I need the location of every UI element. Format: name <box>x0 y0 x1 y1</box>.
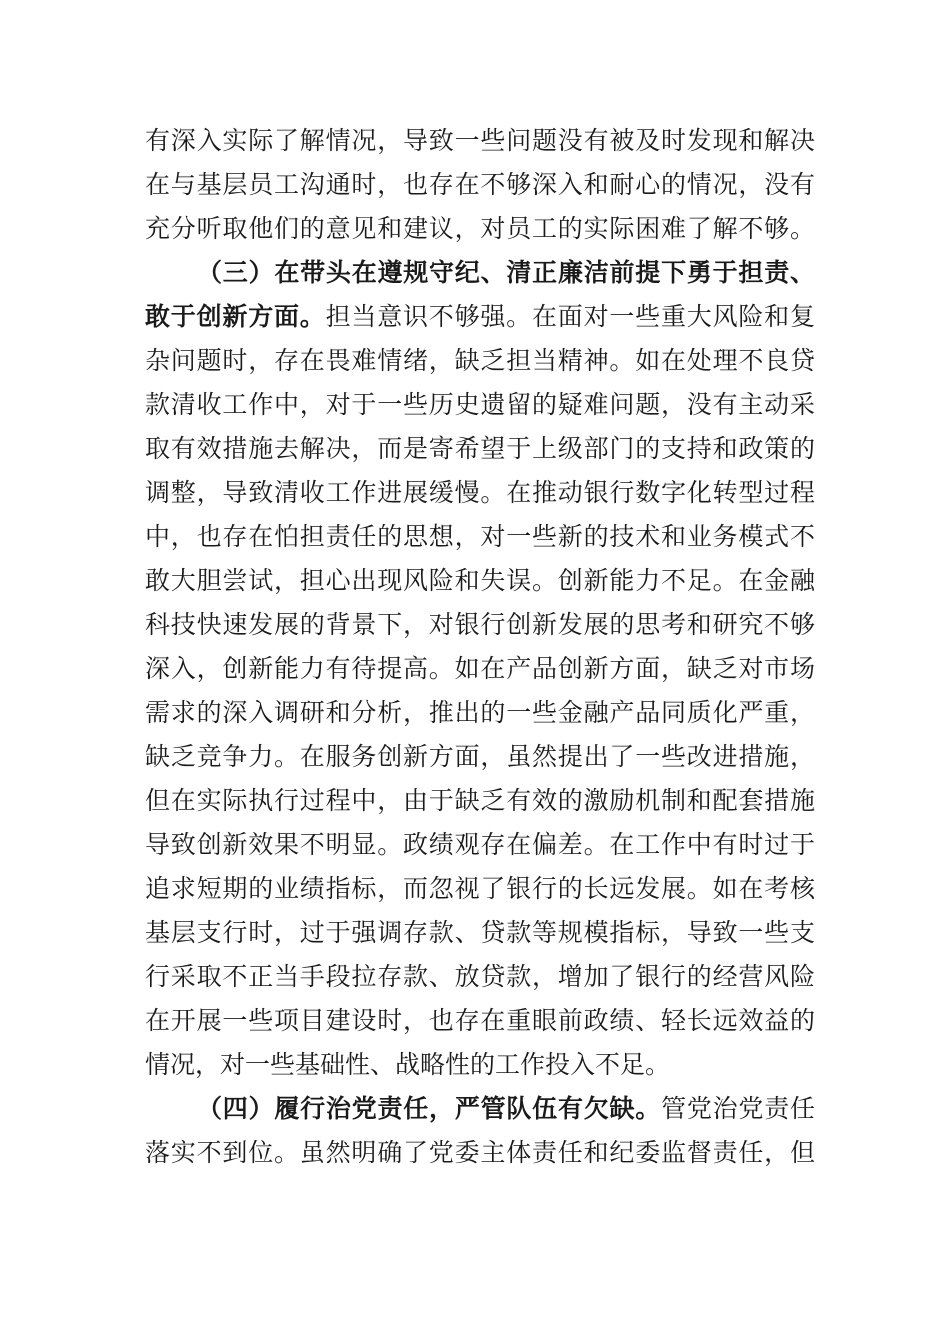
text-line: 中，也存在怕担责任的思想，对一些新的技术和业务模式不 <box>145 522 815 551</box>
text-line: 有深入实际了解情况，导致一些问题没有被及时发现和解决 <box>145 126 815 155</box>
text-line: 缺乏竞争力。在服务创新方面，虽然提出了一些改进措施， <box>145 742 815 771</box>
text-line: 深入，创新能力有待提高。如在产品创新方面，缺乏对市场 <box>145 654 815 683</box>
text-line: 取有效措施去解决，而是寄希望于上级部门的支持和政策的 <box>145 434 815 463</box>
text-line: 杂问题时，存在畏难情绪，缺乏担当精神。如在处理不良贷 <box>145 346 815 375</box>
section-heading-3: （三）在带头在遵规守纪、清正廉洁前提下勇于担责、 <box>197 258 815 287</box>
section-heading-4: （四）履行治党责任，严管队伍有欠缺。管党治党责任 <box>197 1094 815 1123</box>
text-line: 敢于创新方面。担当意识不够强。在面对一些重大风险和复 <box>145 302 815 331</box>
text-line: 导致创新效果不明显。政绩观存在偏差。在工作中有时过于 <box>145 830 815 859</box>
text-line: 落实不到位。虽然明确了党委主体责任和纪委监督责任，但 <box>145 1138 815 1167</box>
text-line: 追求短期的业绩指标，而忽视了银行的长远发展。如在考核 <box>145 874 815 903</box>
text-line: 款清收工作中，对于一些历史遗留的疑难问题，没有主动采 <box>145 390 815 419</box>
text-line: 但在实际执行过程中，由于缺乏有效的激励机制和配套措施 <box>145 786 815 815</box>
text-line: 调整，导致清收工作进展缓慢。在推动银行数字化转型过程 <box>145 478 815 507</box>
text-line: 需求的深入调研和分析，推出的一些金融产品同质化严重， <box>145 698 815 727</box>
text-line: 充分听取他们的意见和建议，对员工的实际困难了解不够。 <box>145 214 815 243</box>
text-line: 敢大胆尝试，担心出现风险和失误。创新能力不足。在金融 <box>145 566 815 595</box>
text-line: 在开展一些项目建设时，也存在重眼前政绩、轻长远效益的 <box>145 1006 815 1035</box>
text-line: 情况，对一些基础性、战略性的工作投入不足。 <box>145 1050 671 1079</box>
text-line: 基层支行时，过于强调存款、贷款等规模指标，导致一些支 <box>145 918 815 947</box>
text-line: 科技快速发展的背景下，对银行创新发展的思考和研究不够 <box>145 610 815 639</box>
text-line: 行采取不正当手段拉存款、放贷款，增加了银行的经营风险 <box>145 962 815 991</box>
text-line: 在与基层员工沟通时，也存在不够深入和耐心的情况，没有 <box>145 170 815 199</box>
